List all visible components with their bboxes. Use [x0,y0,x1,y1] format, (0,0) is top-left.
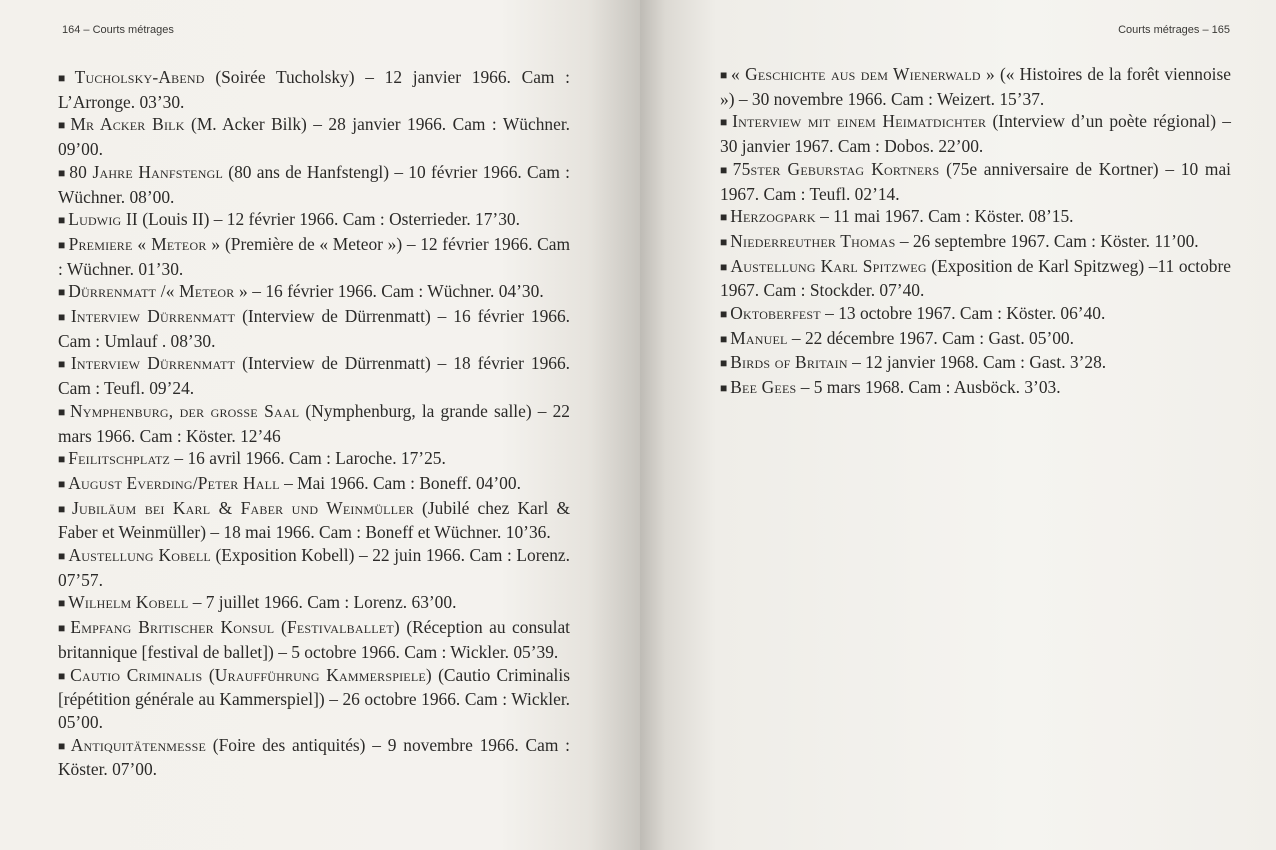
square-bullet-icon: ■ [58,621,68,636]
film-details: – 11 mai 1967. Cam : Köster. 08’15. [815,206,1074,227]
square-bullet-icon: ■ [58,452,66,467]
film-title: Feilitschplatz [68,448,171,469]
film-title: Interview mit einem Heimatdichter [732,111,987,132]
square-bullet-icon: ■ [58,501,70,516]
film-title: Empfang Britischer Konsul (Festivalballet) [70,617,400,638]
square-bullet-icon: ■ [720,162,730,177]
running-head-left: 164 – Courts métrages [62,24,174,36]
film-title: 75ster Geburstag Kortners [732,158,940,179]
film-entry [58,497,570,544]
square-bullet-icon: ■ [720,307,728,322]
film-title: Jubiläum bei Karl & Faber und Weinmüller [72,497,414,518]
film-entry [58,616,570,663]
film-title: Birds of Britain [730,352,848,373]
film-title: Bee Gees [730,377,797,398]
film-entry [720,230,1231,255]
film-title: Oktoberfest [730,303,821,324]
square-bullet-icon: ■ [58,285,66,300]
entry-list-left [58,66,570,781]
film-entry [58,161,570,208]
film-title: Interview Dürrenmatt [70,353,236,374]
film-title: Niederreuther Thomas [730,230,896,251]
film-details: – Mai 1966. Cam : Boneff. 04’00. [279,472,521,493]
film-entry [720,158,1231,205]
film-entry [720,376,1231,401]
film-details: (Interview d’un poète régional) – 30 janvier 1967. Cam : Dobos. 22’00. [720,111,1231,157]
square-bullet-icon: ■ [58,118,68,133]
film-title: 80 Jahre Hanfstengl [69,161,223,182]
film-entry [720,302,1231,327]
film-entry [720,110,1231,157]
film-details: – 7 juillet 1966. Cam : Lorenz. 63’00. [188,592,457,613]
film-details: – 16 avril 1966. Cam : Laroche. 17’25. [170,448,446,469]
film-details: (Première de « Meteor ») – 12 février 1966. Cam : Wüchner. 01’30. [58,233,570,279]
film-entry [58,113,570,160]
square-bullet-icon: ■ [720,115,730,130]
film-details: (Foire des antiquités) – 9 novembre 1966. Cam : Köster. 07’00. [58,734,570,780]
film-entry [58,208,570,233]
film-title: Wilhelm Kobell [68,592,189,613]
square-bullet-icon: ■ [720,68,728,82]
square-bullet-icon: ■ [720,259,728,274]
film-entry [720,255,1231,302]
film-title: Herzogpark [730,206,816,227]
film-title: Nymphenburg, der grosse Saal [70,400,300,421]
film-entry [58,591,570,616]
film-details: – 22 décembre 1967. Cam : Gast. 05’00. [787,327,1074,348]
film-title: August Everding/Peter Hall [68,472,280,493]
square-bullet-icon: ■ [58,310,68,325]
film-details: – 16 février 1966. Cam : Wüchner. 04’30. [247,281,544,302]
film-entry [58,400,570,447]
square-bullet-icon: ■ [58,404,68,419]
film-entry [58,233,570,280]
film-details: (Soirée Tucholsky) – 12 janvier 1966. Cam : L’Arronge. 03’30. [58,67,570,112]
film-details: (Nymphenburg, la grande salle) – 22 mars 1966. Cam : Köster. 12’46 [58,400,570,446]
film-title: Manuel [730,327,788,348]
film-entry [58,734,570,781]
running-head-right: Courts métrages – 165 [1118,24,1230,36]
film-entry [720,327,1231,352]
film-details: – 12 janvier 1968. Cam : Gast. 3’28. [847,352,1107,373]
film-details: (75e anniversaire de Kortner) – 10 mai 1967. Cam : Teufl. 02’14. [720,158,1232,204]
film-details: – 13 octobre 1967. Cam : Köster. 06’40. [820,303,1106,324]
square-bullet-icon: ■ [58,668,68,683]
film-entry [720,63,1231,110]
film-title: Premiere « Meteor » [68,233,221,254]
film-details: (Louis II) – 12 février 1966. Cam : Osterrieder. 17’30. [137,209,520,230]
square-bullet-icon: ■ [58,596,66,611]
film-details: (Interview de Dürrenmatt) – 16 février 1966. Cam : Umlauf . 08’30. [58,306,571,351]
square-bullet-icon: ■ [58,213,66,228]
film-details: – 26 septembre 1967. Cam : Köster. 11’00. [895,230,1199,251]
square-bullet-icon: ■ [720,381,728,396]
square-bullet-icon: ■ [720,234,728,249]
square-bullet-icon: ■ [58,165,67,180]
square-bullet-icon: ■ [58,237,66,252]
film-entry [720,351,1231,376]
film-entry [58,472,570,497]
right-page [640,0,1276,850]
film-details: (Exposition de Karl Spitzweg) –11 octobre 1967. Cam : Stockder. 07’40. [720,255,1231,301]
film-entry [58,66,570,113]
square-bullet-icon: ■ [58,71,72,85]
film-entry [58,305,570,352]
film-title: Interview Dürrenmatt [70,306,236,327]
film-title: Ludwig II [68,209,138,230]
entry-list-right [720,63,1231,401]
film-title: Austellung Kobell [68,545,211,566]
square-bullet-icon: ■ [720,331,728,346]
film-title: Mr Acker Bilk [70,114,185,135]
film-details: (Interview de Dürrenmatt) – 18 février 1966. Cam : Teufl. 09’24. [58,353,571,399]
square-bullet-icon: ■ [58,549,66,564]
film-title: Antiquitätenmesse [70,734,206,755]
film-details: (Réception au consulat britannique [festival de ballet]) – 5 octobre 1966. Cam : Wickler. 05’39. [58,617,570,662]
film-details: (M. Acker Bilk) – 28 janvier 1966. Cam : Wüchner. 09’00. [58,114,571,160]
film-entry [58,447,570,472]
film-details: (Exposition Kobell) – 22 juin 1966. Cam : Lorenz. 07’57. [58,545,570,590]
film-details: (Jubilé chez Karl & Faber et Weinmüller) – 18 mai 1966. Cam : Boneff et Wüchner. 10’36. [58,497,570,543]
film-entry [58,280,570,305]
film-details: (Cautio Criminalis [répétition générale au Kammerspiel]) – 26 octobre 1966. Cam : Wickler. 05’00. [58,664,570,732]
square-bullet-icon: ■ [720,210,728,225]
film-entry [58,352,570,399]
film-details: – 5 mars 1968. Cam : Ausböck. 3’03. [796,377,1061,398]
film-entry [58,544,570,591]
film-title: Austellung Karl Spitzweg [730,255,927,276]
square-bullet-icon: ■ [720,356,728,371]
film-entry [720,205,1231,230]
square-bullet-icon: ■ [58,476,66,491]
film-entry [58,664,570,734]
film-title: Tucholsky-Abend [74,67,205,87]
film-title: Cautio Criminalis (Uraufführung Kammerspiele) [70,664,432,685]
film-title: Dürrenmatt /« Meteor » [68,281,248,302]
film-title: « Geschichte aus dem Wienerwald » [730,64,995,84]
square-bullet-icon: ■ [58,357,68,372]
square-bullet-icon: ■ [58,738,68,753]
film-details: (80 ans de Hanfstengl) – 10 février 1966. Cam : Wüchner. 08’00. [58,161,570,207]
film-details: (« Histoires de la forêt viennoise ») – 30 novembre 1966. Cam : Weizert. 15’37. [720,64,1232,109]
